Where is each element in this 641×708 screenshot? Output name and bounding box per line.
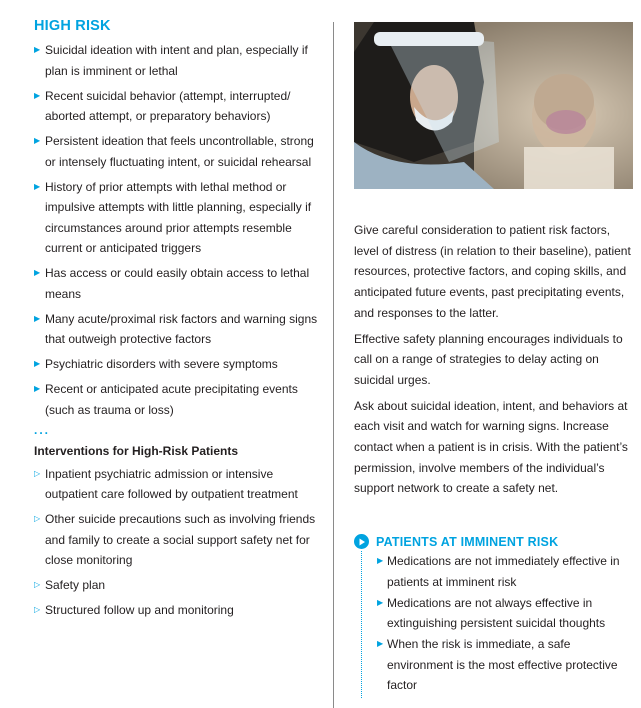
triangle-right-icon: ▶: [34, 268, 41, 277]
triangle-outline-icon: ▷: [34, 468, 41, 478]
triangle-right-icon: ▶: [34, 181, 41, 191]
list-item: ▷ Other suicide precautions such as involving friends and family to create a social support safety net for close monitoring: [34, 509, 320, 571]
list-item: ▷ Inpatient psychiatric admission or intensive outpatient care followed by outpatient treatment: [34, 464, 320, 505]
list-item: ▶ History of prior attempts with lethal method or impulsive attempts with little planning, especially if circumstances around prior attempts resemble current or anticipated triggers: [34, 177, 320, 259]
triangle-right-icon: ▶: [34, 384, 41, 393]
triangle-right-icon: ▶: [34, 136, 41, 145]
high-risk-list: [34, 40, 320, 420]
clinician-patient-photo: [354, 22, 633, 189]
interventions-heading: Interventions for High-Risk Patients: [34, 443, 239, 458]
list-item: ▶ Suicidal ideation with intent and plan, especially if plan is imminent or lethal: [34, 40, 320, 81]
triangle-outline-icon: ▷: [34, 605, 41, 614]
triangle-right-icon: ▶: [34, 313, 41, 323]
imminent-risk-heading: PATIENTS AT IMMINENT RISK: [376, 534, 559, 549]
high-risk-section: [34, 18, 320, 625]
triangle-right-icon: ▶: [34, 45, 41, 54]
list-item: ▶ Many acute/proximal risk factors and warning signs that outweigh protective factors: [34, 309, 320, 350]
list-item: ▶ Recent or anticipated acute precipitating events (such as trauma or loss): [34, 379, 320, 420]
interventions-list: [34, 464, 320, 621]
imminent-risk-header: [354, 534, 634, 549]
triangle-right-icon: ▶: [377, 597, 384, 607]
list-item: ▶ Persistent ideation that feels uncontrollable, strong or intensely fluctuating intent, or suicidal rehearsal: [34, 131, 320, 172]
list-item: ▶ Medications are not immediately effective in patients at imminent risk: [377, 551, 634, 592]
list-item: ▷ Structured follow up and monitoring: [34, 600, 320, 621]
triangle-right-icon: ▶: [34, 90, 41, 100]
column-divider: [333, 22, 334, 708]
triangle-right-icon: ▶: [377, 556, 384, 565]
high-risk-heading: HIGH RISK: [34, 18, 111, 34]
triangle-right-icon: ▶: [34, 359, 41, 368]
paragraph: Give careful consideration to patient risk factors, level of distress (in relation to their baseline), patient resources, protective factors, and coping skills, and anticipated future events, past precipitating events, and responses to the latter.: [354, 223, 631, 320]
list-item: ▶ When the risk is immediate, a safe environment is the most effective protective factor: [377, 634, 634, 696]
photo-illustration: [354, 22, 633, 189]
imminent-risk-list: [361, 551, 634, 698]
list-item: ▷ Safety plan: [34, 575, 320, 596]
paragraph: Effective safety planning encourages individuals to call on a range of strategies to delay acting on suicidal urges.: [354, 331, 623, 387]
dotted-separator: ...: [34, 422, 51, 437]
list-item: ▶ Psychiatric disorders with severe symptoms: [34, 354, 320, 375]
imminent-risk-section: [354, 534, 634, 698]
triangle-right-icon: ▶: [377, 639, 384, 648]
right-column: [354, 22, 634, 504]
list-item: ▶ Medications are not always effective in extinguishing persistent suicidal thoughts: [377, 593, 634, 634]
list-item: ▶ Has access or could easily obtain access to lethal means: [34, 263, 320, 304]
triangle-outline-icon: ▷: [34, 580, 41, 589]
list-item: ▶ Recent suicidal behavior (attempt, interrupted/ aborted attempt, or preparatory behaviors): [34, 86, 320, 127]
triangle-outline-icon: ▷: [34, 514, 41, 523]
play-circle-icon: [354, 534, 369, 549]
paragraph: Ask about suicidal ideation, intent, and behaviors at each visit and watch for warning signs. Increase contact when a patient is in crisis. With the patient’s permission, involve members of the individual’s support network to create a safety net.: [354, 398, 628, 496]
